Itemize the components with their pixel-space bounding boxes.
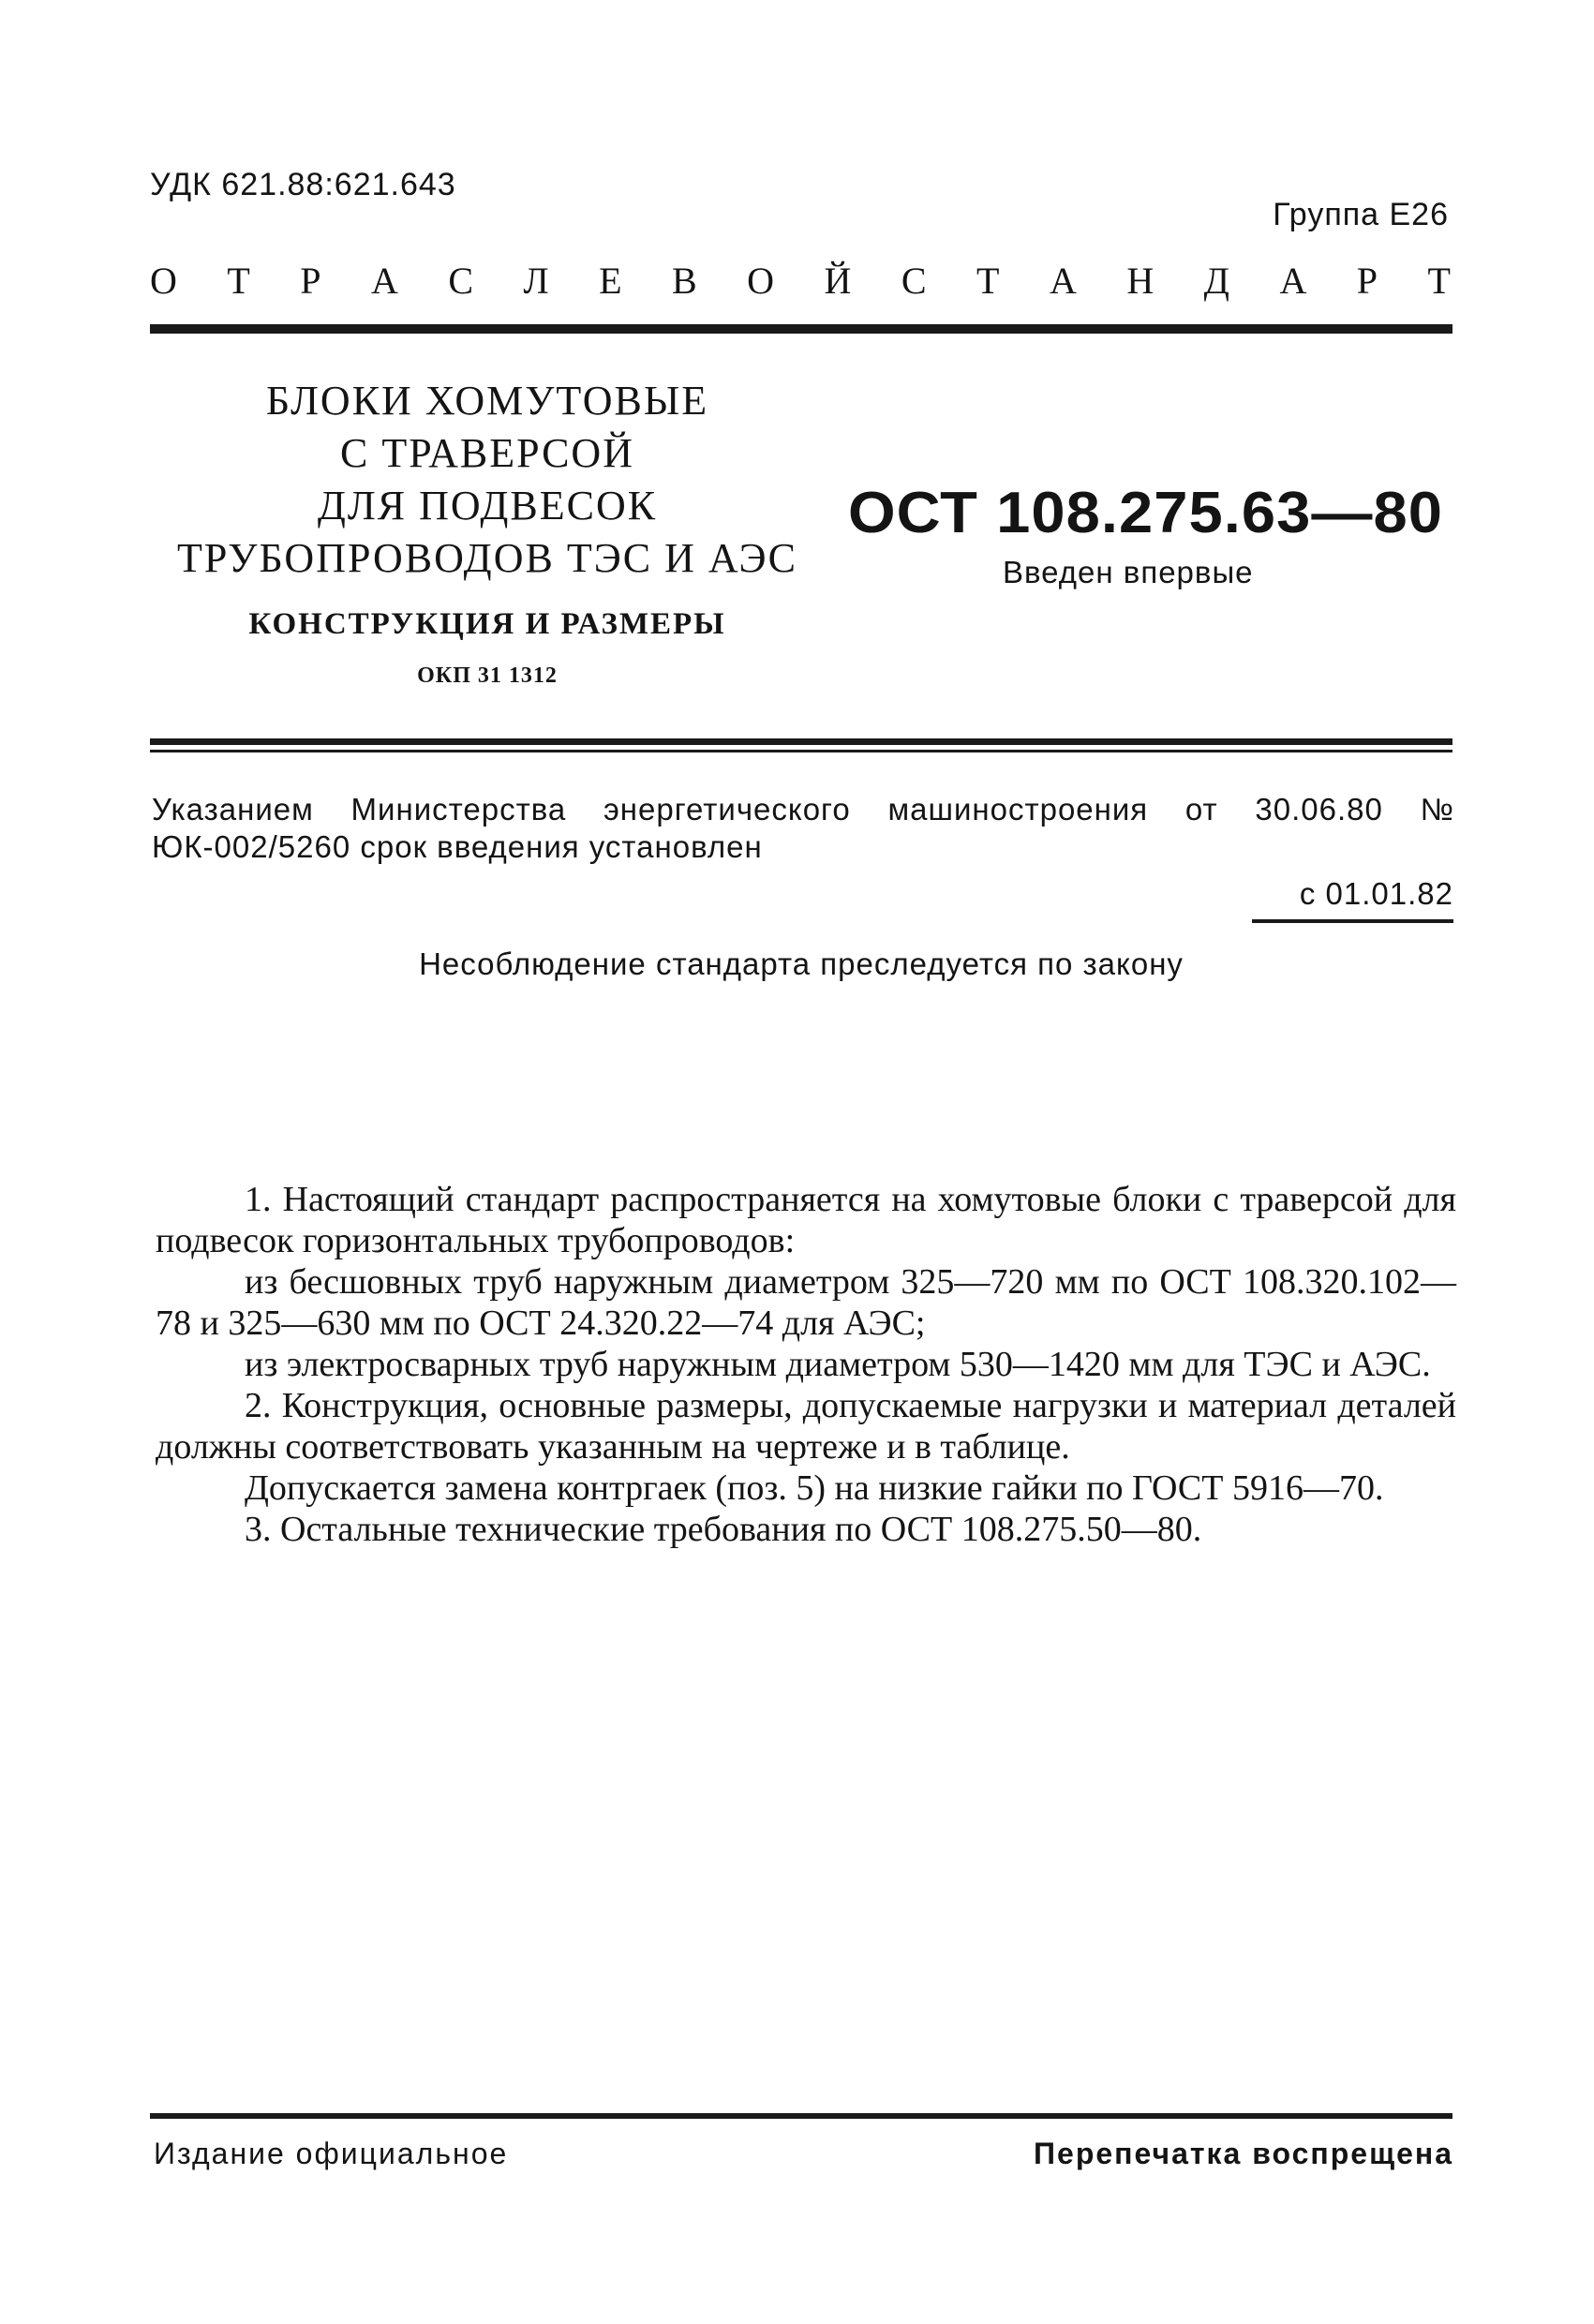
effective-date-underline (1252, 919, 1453, 923)
banner-letter: А (1279, 260, 1309, 302)
footer-divider (150, 2113, 1452, 2119)
banner-letter: А (1049, 260, 1079, 302)
banner-letter: Т (1427, 260, 1452, 302)
legal-warning: Несоблюдение стандарта преследуется по закону (419, 946, 1184, 981)
document-title (131, 375, 843, 585)
banner-letter: Л (523, 260, 551, 302)
banner-letter: Д (1203, 260, 1231, 302)
banner-letter: Й (824, 260, 854, 302)
title-divider (150, 738, 1452, 745)
body-paragraph: 1. Настоящий стандарт распространяется на хомутовые блоки с траверсой для подвесок горизонтальных трубопроводов: (156, 1180, 1456, 1260)
banner-letter: Р (300, 260, 323, 302)
body-paragraph: 3. Остальные технические требования по ОСТ 108.275.50—80. (245, 1510, 1202, 1549)
footer-official-edition: Издание официальное (154, 2137, 509, 2170)
body-paragraph: из бесшовных труб наружным диаметром 325—720 мм по ОСТ 108.320.102—78 и 325—630 мм по ОСТ 24.320.22—74 для АЭС; (156, 1262, 1456, 1343)
banner-letter: О (150, 260, 179, 302)
banner-letter: С (901, 260, 929, 302)
title-divider-thin (150, 750, 1452, 752)
body-paragraph: 2. Конструкция, основные размеры, допускаемые нагрузки и материал деталей должны соответствовать указанным на чертеже и в таблице. (156, 1386, 1456, 1467)
group-code: Группа Е26 (1273, 197, 1449, 232)
standard-type-banner (150, 259, 1452, 303)
header-divider (150, 324, 1452, 334)
banner-letter: Т (227, 260, 252, 302)
banner-letter: Т (976, 260, 1002, 302)
banner-letter: С (448, 260, 476, 302)
banner-letter: В (672, 260, 699, 302)
title-line: БЛОКИ ХОМУТОВЫЕ (265, 378, 709, 424)
footer-reprint-notice: Перепечатка воспрещена (1034, 2137, 1453, 2170)
banner-letter: О (747, 260, 777, 302)
body-paragraph: из электросварных труб наружным диаметром 530—1420 мм для ТЭС и АЭС. (245, 1345, 1431, 1384)
document-body (156, 1179, 1456, 1550)
title-line: С ТРАВЕРСОЙ (340, 430, 634, 476)
effective-date (1252, 876, 1453, 923)
banner-letter: А (370, 260, 400, 302)
title-line: ТРУБОПРОВОДОВ ТЭС И АЭС (177, 535, 797, 581)
effective-date-text: с 01.01.82 (1299, 876, 1453, 911)
udk-code: УДК 621.88:621.643 (150, 167, 456, 202)
title-line: ДЛЯ ПОДВЕСОК (317, 483, 658, 529)
okp-code: ОКП 31 1312 (417, 663, 558, 688)
standard-status: Введен впервые (1003, 555, 1254, 589)
banner-letter: Р (1356, 260, 1380, 302)
document-subtitle: КОНСТРУКЦИЯ И РАЗМЕРЫ (248, 607, 726, 641)
directive-text: Указанием Министерства энергетического машиностроения от 30.06.80 № ЮК-002/5260 срок введения установлен (152, 792, 1454, 864)
banner-letter: Е (599, 260, 624, 302)
body-paragraph: Допускается замена контргаек (поз. 5) на низкие гайки по ГОСТ 5916—70. (245, 1468, 1384, 1508)
banner-letter: Н (1126, 260, 1156, 302)
standard-code: ОСТ 108.275.63—80 (848, 481, 1444, 545)
